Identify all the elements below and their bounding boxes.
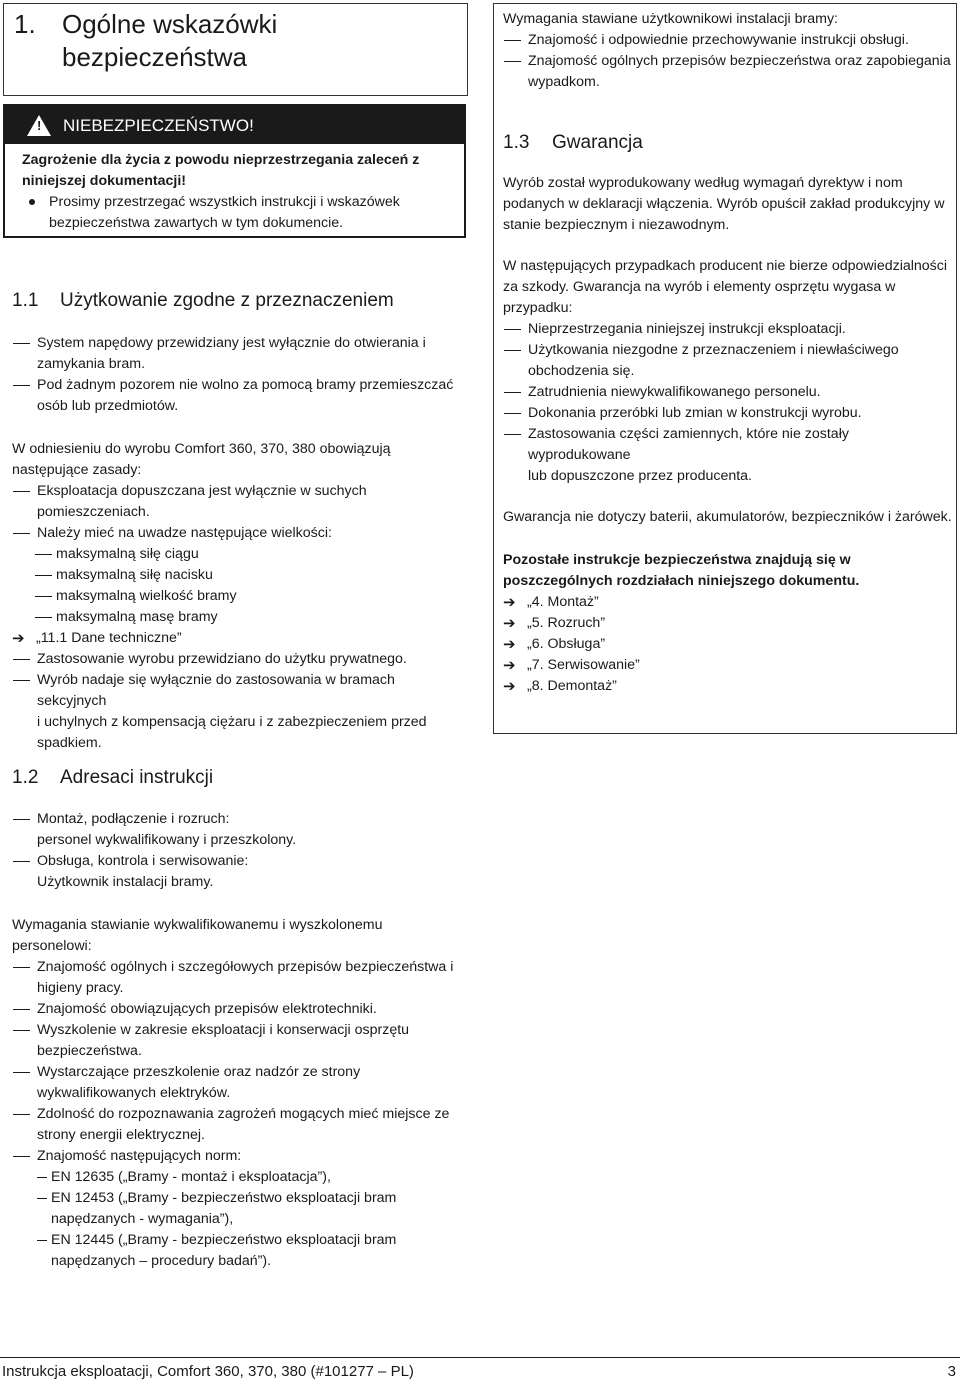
list-item: System napędowy przewidziany jest wyłącznie do otwierania i zamykania bram. bbox=[12, 333, 467, 375]
list-item: Znajomość obowiązujących przepisów elektrotechniki. bbox=[12, 999, 467, 1020]
section-1-1-title: Użytkowanie zgodne z przeznaczeniem bbox=[60, 290, 394, 311]
section-1-1 bbox=[12, 289, 467, 754]
list-item: Nieprzestrzegania niniejszej instrukcji eksploatacji. bbox=[503, 319, 953, 340]
cross-reference: ➔ „7. Serwisowanie” bbox=[503, 657, 640, 674]
arrow-right-icon: ➔ bbox=[12, 630, 25, 647]
section-1-3-heading bbox=[503, 131, 953, 155]
paragraph: stanie bezpiecznym i niezawodnym. bbox=[503, 217, 730, 233]
chapter-heading bbox=[14, 8, 277, 74]
bold-note-line2: poszczególnych rozdziałach niniejszego dokumentu. bbox=[503, 573, 860, 589]
paragraph: za szkody. Gwarancja na wyrób i elementy osprzętu wygasa w bbox=[503, 279, 896, 295]
paragraph: Wymagania stawianie wykwalifikowanemu i wyszkolonemu bbox=[12, 917, 383, 933]
section-1-2 bbox=[12, 766, 467, 1272]
cross-reference: ➔ „8. Demontaż” bbox=[503, 678, 617, 695]
warning-heading-line2: niniejszej dokumentacji! bbox=[22, 173, 186, 189]
list-item: Wystarczające przeszkolenie oraz nadzór ze strony wykwalifikowanych elektryków. bbox=[12, 1062, 467, 1104]
list-item: Dokonania przeróbki lub zmian w konstrukcji wyrobu. bbox=[503, 403, 953, 424]
sub-list-item: maksymalną masę bramy bbox=[12, 607, 467, 628]
arrow-right-icon: ➔ bbox=[503, 636, 516, 653]
paragraph: Wyrób został wyprodukowany według wymagań dyrektyw i nom bbox=[503, 175, 903, 191]
warning-bullet bbox=[22, 192, 462, 234]
list-item: Znajomość ogólnych i szczegółowych przepisów bezpieczeństwa i higieny pracy. bbox=[12, 957, 467, 999]
footer-text: Instrukcja eksploatacji, Comfort 360, 370, 380 (#101277 – PL) bbox=[2, 1363, 414, 1380]
cross-reference: ➔ „5. Rozruch” bbox=[503, 615, 606, 632]
list-item: Wyrób nadaje się wyłącznie do zastosowania w bramach sekcyjnych i uchylnych z kompensacją ciężaru i z zabezpieczeniem przed spadkiem. bbox=[12, 670, 467, 754]
paragraph: podanych w deklaracji włączenia. Wyrób opuścił zakład produkcyjny w bbox=[503, 196, 945, 212]
list-item: Zastosowania części zamiennych, które nie zostały wyprodukowane lub dopuszczone przez producenta. bbox=[503, 424, 953, 487]
norm-item: EN 12453 („Bramy - bezpieczeństwo eksploatacji bram napędzanych - wymagania”), bbox=[37, 1188, 467, 1230]
section-1-3-number: 1.3 bbox=[503, 132, 530, 153]
arrow-right-icon: ➔ bbox=[503, 657, 516, 674]
right-column bbox=[503, 9, 953, 697]
list-item: Znajomość ogólnych przepisów bezpieczeństwa oraz zapobiegania wypadkom. bbox=[503, 51, 953, 93]
cross-reference: ➔ „11.1 Dane techniczne” bbox=[12, 630, 182, 647]
list-item: Zastosowanie wyrobu przewidziano do użytku prywatnego. bbox=[12, 649, 467, 670]
norm-item: EN 12635 („Bramy - montaż i eksploatacja”), bbox=[37, 1167, 467, 1188]
paragraph: Gwarancja nie dotyczy baterii, akumulatorów, bezpieczników i żarówek. bbox=[503, 509, 952, 525]
list-item: Zdolność do rozpoznawania zagrożeń mogących mieć miejsce ze strony energii elektrycznej. bbox=[12, 1104, 467, 1146]
list-item: Obsługa, kontrola i serwisowanie: Użytkownik instalacji bramy. bbox=[12, 851, 467, 893]
paragraph: przypadku: bbox=[503, 300, 573, 316]
section-1-2-heading bbox=[12, 766, 467, 790]
section-1-3-title: Gwarancja bbox=[552, 132, 643, 153]
warning-bullet-line1: Prosimy przestrzegać wszystkich instrukcji i wskazówek bbox=[49, 194, 400, 210]
page-number: 3 bbox=[947, 1363, 956, 1380]
list-item: Eksploatacja dopuszczana jest wyłącznie w suchych pomieszczeniach. bbox=[12, 481, 467, 523]
cross-reference: ➔ „6. Obsługa” bbox=[503, 636, 606, 653]
arrow-right-icon: ➔ bbox=[503, 594, 516, 611]
chapter-title-line1: Ogólne wskazówki bbox=[62, 9, 278, 39]
footer-rule bbox=[0, 1357, 960, 1358]
section-1-1-number: 1.1 bbox=[12, 290, 39, 311]
arrow-right-icon: ➔ bbox=[503, 678, 516, 695]
warning-bullet-line2: bezpieczeństwa zawartych w tym dokumencie. bbox=[49, 215, 344, 231]
sub-list-item: maksymalną siłę ciągu bbox=[12, 544, 467, 565]
list-item: Znajomość następujących norm: bbox=[12, 1146, 467, 1167]
list-item: Zatrudnienia niewykwalifikowanego personelu. bbox=[503, 382, 953, 403]
warning-box bbox=[3, 104, 466, 238]
paragraph: personelowi: bbox=[12, 938, 92, 954]
bold-note-line1: Pozostałe instrukcje bezpieczeństwa znajdują się w bbox=[503, 552, 851, 568]
chapter-title-line2: bezpieczeństwa bbox=[62, 42, 247, 72]
list-item: Należy mieć na uwadze następujące wielkości: bbox=[12, 523, 467, 544]
user-requirements-intro: Wymagania stawiane użytkownikowi instalacji bramy: bbox=[503, 11, 838, 27]
list-item: Wyszkolenie w zakresie eksploatacji i konserwacji osprzętu bezpieczeństwa. bbox=[12, 1020, 467, 1062]
list-item: Pod żadnym pozorem nie wolno za pomocą bramy przemieszczać osób lub przedmiotów. bbox=[12, 375, 467, 417]
warning-heading-line1: Zagrożenie dla życia z powodu nieprzestrzegania zaleceń z bbox=[22, 152, 420, 168]
section-1-2-title: Adresaci instrukcji bbox=[60, 767, 214, 788]
section-1-2-number: 1.2 bbox=[12, 767, 39, 788]
paragraph: następujące zasady: bbox=[12, 462, 142, 478]
bullet-dot-icon bbox=[29, 199, 35, 205]
chapter-number: 1. bbox=[14, 9, 36, 39]
sub-list-item: maksymalną siłę nacisku bbox=[12, 565, 467, 586]
warning-label: NIEBEZPIECZEŃSTWO! bbox=[63, 116, 254, 135]
paragraph: W następujących przypadkach producent nie bierze odpowiedzialności bbox=[503, 258, 948, 274]
norm-item: EN 12445 („Bramy - bezpieczeństwo eksploatacji bram napędzanych – procedury badań”). bbox=[37, 1230, 467, 1272]
list-item: Znajomość i odpowiednie przechowywanie instrukcji obsługi. bbox=[503, 30, 953, 51]
arrow-right-icon: ➔ bbox=[503, 615, 516, 632]
list-item: Montaż, podłączenie i rozruch: personel wykwalifikowany i przeszkolony. bbox=[12, 809, 467, 851]
sub-list-item: maksymalną wielkość bramy bbox=[12, 586, 467, 607]
list-item: Użytkowania niezgodne z przeznaczeniem i niewłaściwego obchodzenia się. bbox=[503, 340, 953, 382]
paragraph: W odniesieniu do wyrobu Comfort 360, 370, 380 obowiązują bbox=[12, 441, 391, 457]
cross-reference: ➔ „4. Montaż” bbox=[503, 594, 599, 611]
section-1-1-heading bbox=[12, 289, 467, 313]
warning-header: ! NIEBEZPIECZEŃSTWO! bbox=[5, 106, 464, 144]
